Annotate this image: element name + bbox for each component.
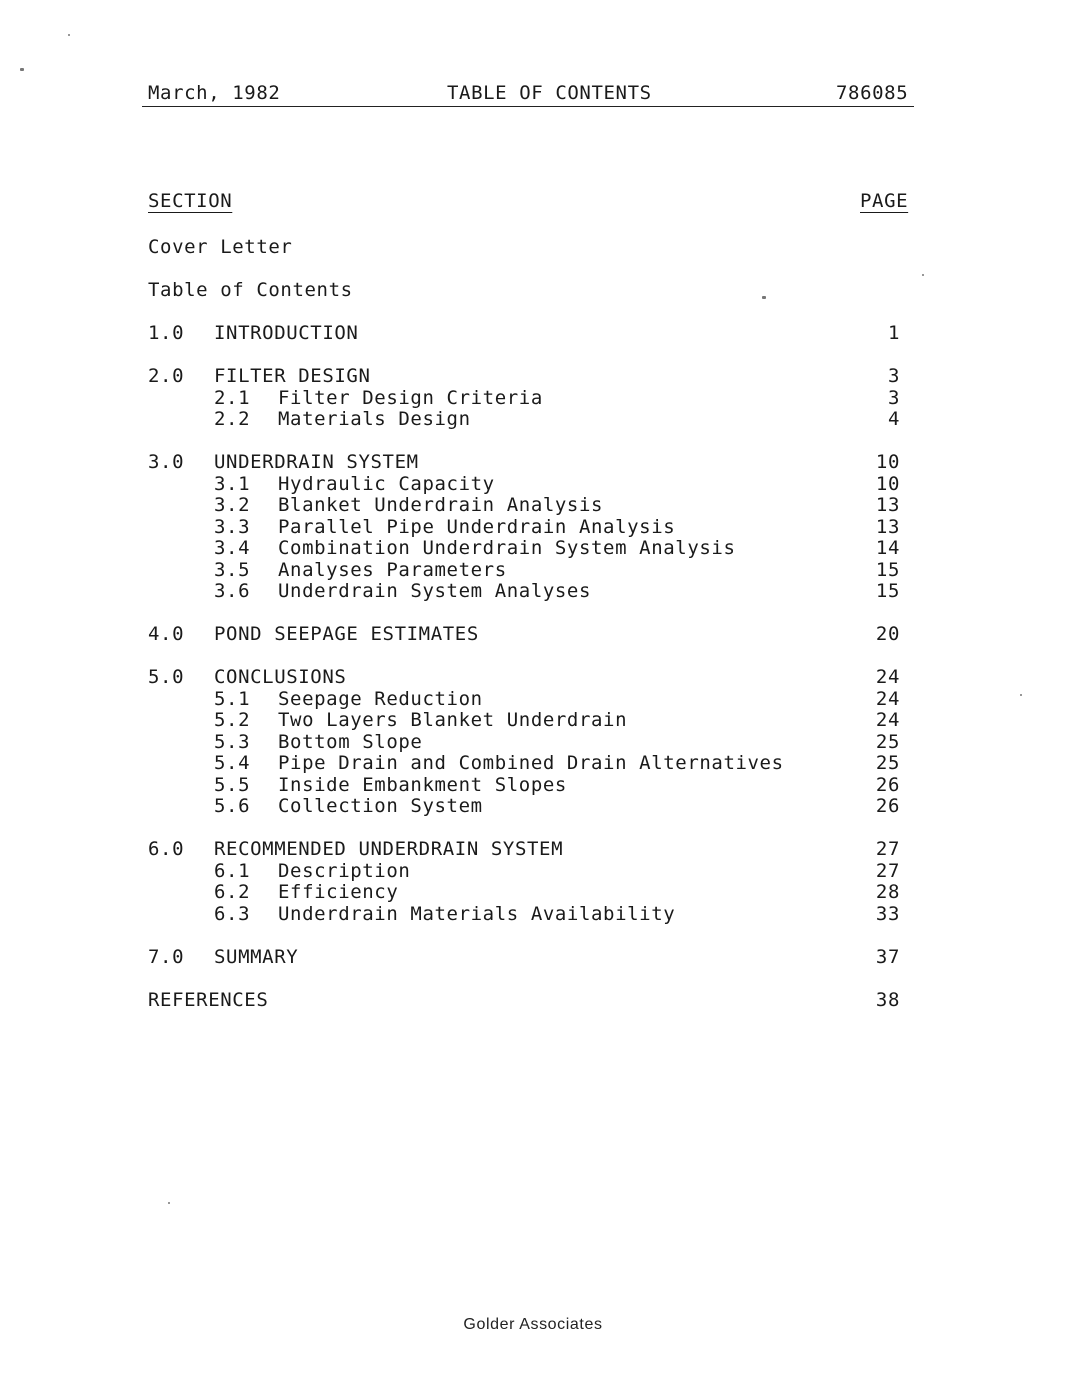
toc-subsection-page: 33 bbox=[875, 902, 900, 925]
toc-subsection-page: 28 bbox=[875, 881, 900, 903]
toc-subsection-number: 3.4 bbox=[214, 537, 251, 559]
page-column-heading: PAGE bbox=[860, 190, 909, 212]
toc-subsection-title: Two Layers Blanket Underdrain bbox=[278, 709, 628, 731]
scan-speck bbox=[20, 68, 24, 71]
toc-section-row bbox=[148, 838, 908, 860]
toc-subsection-title: Collection System bbox=[278, 795, 483, 817]
toc-subsection-number: 5.2 bbox=[214, 709, 251, 731]
scan-speck bbox=[762, 296, 766, 299]
toc-subsection-number: 3.5 bbox=[214, 558, 251, 581]
toc-subsection-row bbox=[148, 516, 908, 538]
toc-subsection-number: 6.2 bbox=[214, 881, 251, 903]
toc-subsection-row bbox=[148, 752, 908, 774]
toc-subsection-page: 15 bbox=[875, 558, 900, 581]
toc-subsection-row bbox=[148, 731, 908, 753]
toc-section-number: 2.0 bbox=[148, 365, 185, 387]
toc-section-page: 10 bbox=[875, 451, 900, 473]
toc-section-row bbox=[148, 451, 908, 473]
header-date: March, 1982 bbox=[148, 82, 281, 104]
toc-back-matter-page: 38 bbox=[875, 988, 900, 1011]
toc-subsection-number: 2.2 bbox=[214, 408, 251, 430]
toc-subsection-title: Bottom Slope bbox=[278, 730, 423, 753]
page-title: TABLE OF CONTENTS bbox=[447, 82, 652, 104]
toc-front-matter-row bbox=[148, 236, 908, 258]
toc-subsection-number: 5.1 bbox=[214, 687, 251, 710]
footer-company: Golder Associates bbox=[463, 1316, 603, 1333]
toc-subsection-title: Parallel Pipe Underdrain Analysis bbox=[278, 515, 676, 538]
toc-subsection-row bbox=[148, 903, 908, 925]
toc-section-title: INTRODUCTION bbox=[214, 322, 359, 344]
toc-subsection-title: Blanket Underdrain Analysis bbox=[278, 494, 604, 516]
toc-section-number: 6.0 bbox=[148, 838, 185, 860]
toc-subsection-number: 5.4 bbox=[214, 752, 251, 774]
toc-subsection-title: Underdrain System Analyses bbox=[278, 580, 592, 602]
toc-section-row bbox=[148, 666, 908, 688]
toc-front-matter-label: Cover Letter bbox=[148, 236, 293, 258]
toc-subsection-row bbox=[148, 473, 908, 495]
toc-front-matter-row bbox=[148, 279, 908, 301]
toc-section-title: POND SEEPAGE ESTIMATES bbox=[214, 623, 479, 645]
toc-section-title: FILTER DESIGN bbox=[214, 365, 371, 387]
toc-section-page: 1 bbox=[887, 322, 900, 344]
toc-subsection-row bbox=[148, 387, 908, 409]
header-rule bbox=[142, 106, 914, 107]
toc-section-page: 37 bbox=[875, 945, 900, 968]
toc-section-page: 20 bbox=[875, 623, 900, 645]
toc-subsection-number: 3.2 bbox=[214, 494, 251, 516]
toc-subsection-row bbox=[148, 795, 908, 817]
toc-section-number: 4.0 bbox=[148, 623, 185, 645]
toc-section-row bbox=[148, 623, 908, 645]
scan-speck bbox=[68, 34, 70, 36]
toc-subsection-number: 5.5 bbox=[214, 773, 251, 796]
toc-subsection-page: 27 bbox=[875, 859, 900, 882]
toc-subsection-title: Efficiency bbox=[278, 881, 399, 903]
toc-subsection-title: Analyses Parameters bbox=[278, 558, 507, 581]
scan-speck bbox=[922, 274, 924, 276]
toc-subsection-number: 3.3 bbox=[214, 515, 251, 538]
toc-section-number: 5.0 bbox=[148, 666, 185, 688]
toc-section-number: 3.0 bbox=[148, 451, 185, 473]
toc-subsection-page: 13 bbox=[875, 515, 900, 538]
toc-subsection-page: 26 bbox=[875, 795, 900, 817]
toc-subsection-row bbox=[148, 709, 908, 731]
toc-subsection-number: 6.1 bbox=[214, 859, 251, 882]
toc-subsection-row bbox=[148, 408, 908, 430]
toc-subsection-title: Seepage Reduction bbox=[278, 687, 483, 710]
toc-subsection-row bbox=[148, 688, 908, 710]
toc-section-title: CONCLUSIONS bbox=[214, 666, 347, 688]
toc-subsection-page: 10 bbox=[875, 472, 900, 495]
toc-subsection-page: 4 bbox=[887, 408, 900, 430]
toc-subsection-row bbox=[148, 537, 908, 559]
toc-subsection-row bbox=[148, 580, 908, 602]
toc-subsection-number: 3.6 bbox=[214, 580, 251, 602]
toc-subsection-title: Pipe Drain and Combined Drain Alternatives bbox=[278, 752, 784, 774]
toc-section-page: 27 bbox=[875, 838, 900, 860]
toc-section-title: RECOMMENDED UNDERDRAIN SYSTEM bbox=[214, 838, 564, 860]
toc-subsection-page: 15 bbox=[875, 580, 900, 602]
toc-subsection-page: 24 bbox=[875, 687, 900, 710]
toc-section-number: 7.0 bbox=[148, 945, 185, 968]
scan-speck bbox=[1020, 694, 1022, 696]
toc-subsection-row bbox=[148, 881, 908, 903]
toc-subsection-row bbox=[148, 860, 908, 882]
toc-subsection-page: 24 bbox=[875, 709, 900, 731]
toc-subsection-row bbox=[148, 774, 908, 796]
toc-section-page: 24 bbox=[875, 666, 900, 688]
toc-subsection-number: 3.1 bbox=[214, 472, 251, 495]
toc-section-page: 3 bbox=[887, 365, 900, 387]
toc-subsection-page: 13 bbox=[875, 494, 900, 516]
toc-subsection-row bbox=[148, 559, 908, 581]
toc-subsection-title: Description bbox=[278, 859, 411, 882]
document-number: 786085 bbox=[836, 82, 909, 104]
toc-front-matter-label: Table of Contents bbox=[148, 279, 353, 301]
toc-subsection-title: Inside Embankment Slopes bbox=[278, 773, 567, 796]
toc-subsection-number: 5.6 bbox=[214, 795, 251, 817]
toc-section-title: UNDERDRAIN SYSTEM bbox=[214, 451, 419, 473]
toc-section-row bbox=[148, 365, 908, 387]
scan-speck bbox=[168, 1202, 170, 1204]
toc-subsection-title: Underdrain Materials Availability bbox=[278, 902, 676, 925]
toc-subsection-number: 6.3 bbox=[214, 902, 251, 925]
toc-subsection-page: 26 bbox=[875, 773, 900, 796]
toc-section-row bbox=[148, 946, 908, 968]
toc-subsection-number: 5.3 bbox=[214, 730, 251, 753]
toc-section-title: SUMMARY bbox=[214, 945, 299, 968]
section-column-heading: SECTION bbox=[148, 190, 233, 212]
toc-subsection-page: 3 bbox=[887, 386, 900, 409]
toc-subsection-page: 25 bbox=[875, 752, 900, 774]
toc-subsection-number: 2.1 bbox=[214, 386, 251, 409]
toc-subsection-page: 25 bbox=[875, 730, 900, 753]
toc-back-matter-label: REFERENCES bbox=[148, 988, 269, 1011]
toc-subsection-title: Hydraulic Capacity bbox=[278, 472, 495, 495]
toc-back-matter-row bbox=[148, 989, 908, 1011]
toc-section-row bbox=[148, 322, 908, 344]
toc-subsection-row bbox=[148, 494, 908, 516]
toc-section-number: 1.0 bbox=[148, 322, 185, 344]
toc-subsection-page: 14 bbox=[875, 537, 900, 559]
toc-subsection-title: Materials Design bbox=[278, 408, 471, 430]
toc-subsection-title: Combination Underdrain System Analysis bbox=[278, 537, 736, 559]
toc-subsection-title: Filter Design Criteria bbox=[278, 386, 543, 409]
